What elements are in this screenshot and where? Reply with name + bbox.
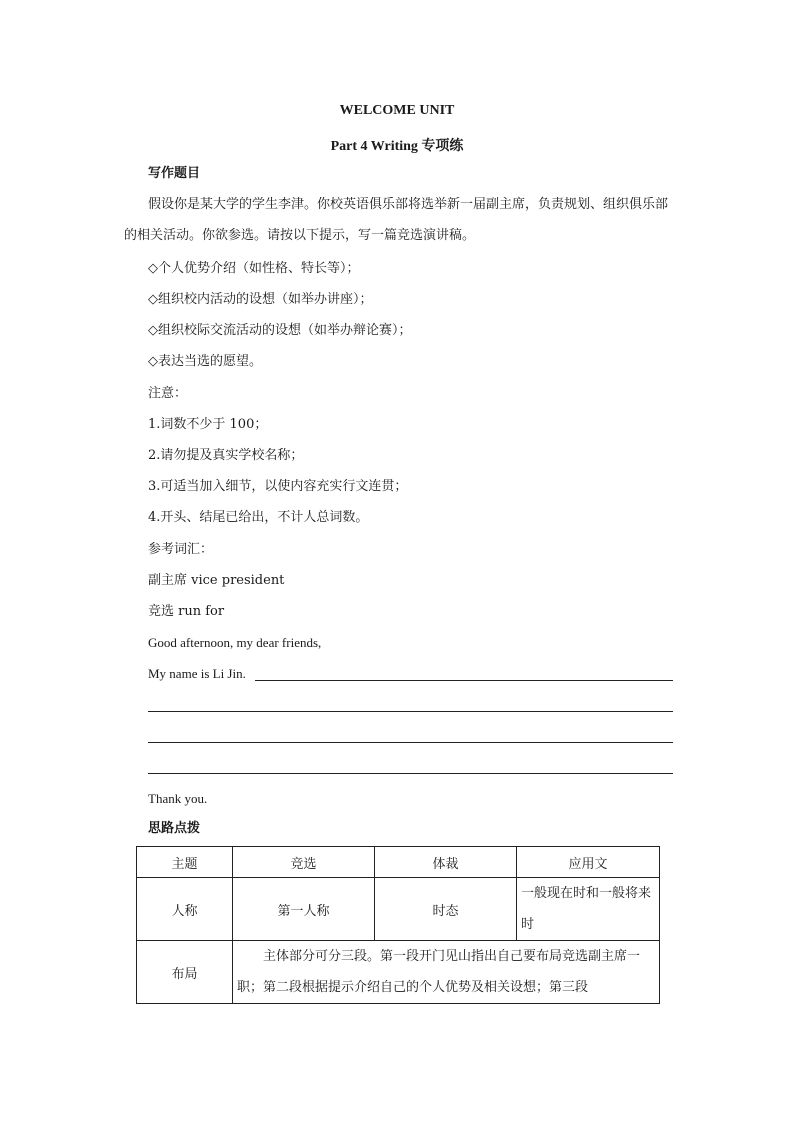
point-2: ◇组织校内活动的设想（如举办讲座）；: [148, 292, 373, 307]
table-cell: 一般现在时和一般将来时: [517, 878, 660, 941]
note-2: 2.请勿提及真实学校名称；: [148, 448, 304, 463]
notes-heading: 注意：: [148, 386, 188, 401]
guide-heading: 思路点拨: [148, 821, 201, 836]
point-4: ◇表达当选的愿望。: [148, 354, 262, 369]
table-cell: 应用文: [517, 847, 660, 878]
table-cell: 第一人称: [233, 878, 375, 941]
answer-blank-2[interactable]: [148, 711, 673, 712]
opening-line: My name is Li Jin.: [148, 666, 246, 681]
guide-table: [136, 846, 660, 1004]
table-cell: 体裁: [375, 847, 517, 878]
greeting-line: Good afternoon, my dear friends,: [148, 635, 322, 650]
table-cell: 时态: [375, 878, 517, 941]
table-cell: 主题: [137, 847, 233, 878]
note-4: 4.开头、结尾已给出，不计人总词数。: [148, 510, 369, 525]
table-row: [137, 878, 660, 941]
closing-line: Thank you.: [148, 791, 208, 806]
vocab-heading: 参考词汇：: [148, 542, 214, 557]
table-cell: 布局: [137, 941, 233, 1004]
point-1: ◇个人优势介绍（如性格、特长等）；: [148, 261, 360, 276]
table-row: [137, 941, 660, 1004]
answer-blank-4[interactable]: [148, 773, 673, 774]
note-1: 1.词数不少于 100；: [148, 417, 268, 432]
answer-blank-1[interactable]: [255, 680, 673, 681]
task-heading: 写作题目: [148, 166, 201, 181]
vocab-item-2: 竞选 run for: [148, 604, 225, 619]
table-cell: 竞选: [233, 847, 375, 878]
point-3: ◇组织校际交流活动的设想（如举办辩论赛）；: [148, 323, 412, 338]
vocab-item-1: 副主席 vice president: [148, 573, 285, 588]
table-row: [137, 847, 660, 878]
answer-blank-3[interactable]: [148, 742, 673, 743]
section-title: Part 4 Writing 专项练: [330, 139, 464, 154]
note-3: 3.可适当加入细节，以使内容充实行文连贯；: [148, 479, 408, 494]
table-cell: 主体部分可分三段。第一段开门见山指出自己要布局竞选副主席一职；第二段根据提示介绍自己的个人优势及相关设想；第三段: [233, 941, 660, 1004]
table-cell: 人称: [137, 878, 233, 941]
unit-title: WELCOME UNIT: [339, 103, 455, 118]
task-prompt: 假设你是某大学的学生李津。你校英语俱乐部将选举新一届副主席，负责规划、组织俱乐部的相关活动。你欲参选。请按以下提示，写一篇竞选演讲稿。: [124, 197, 669, 243]
